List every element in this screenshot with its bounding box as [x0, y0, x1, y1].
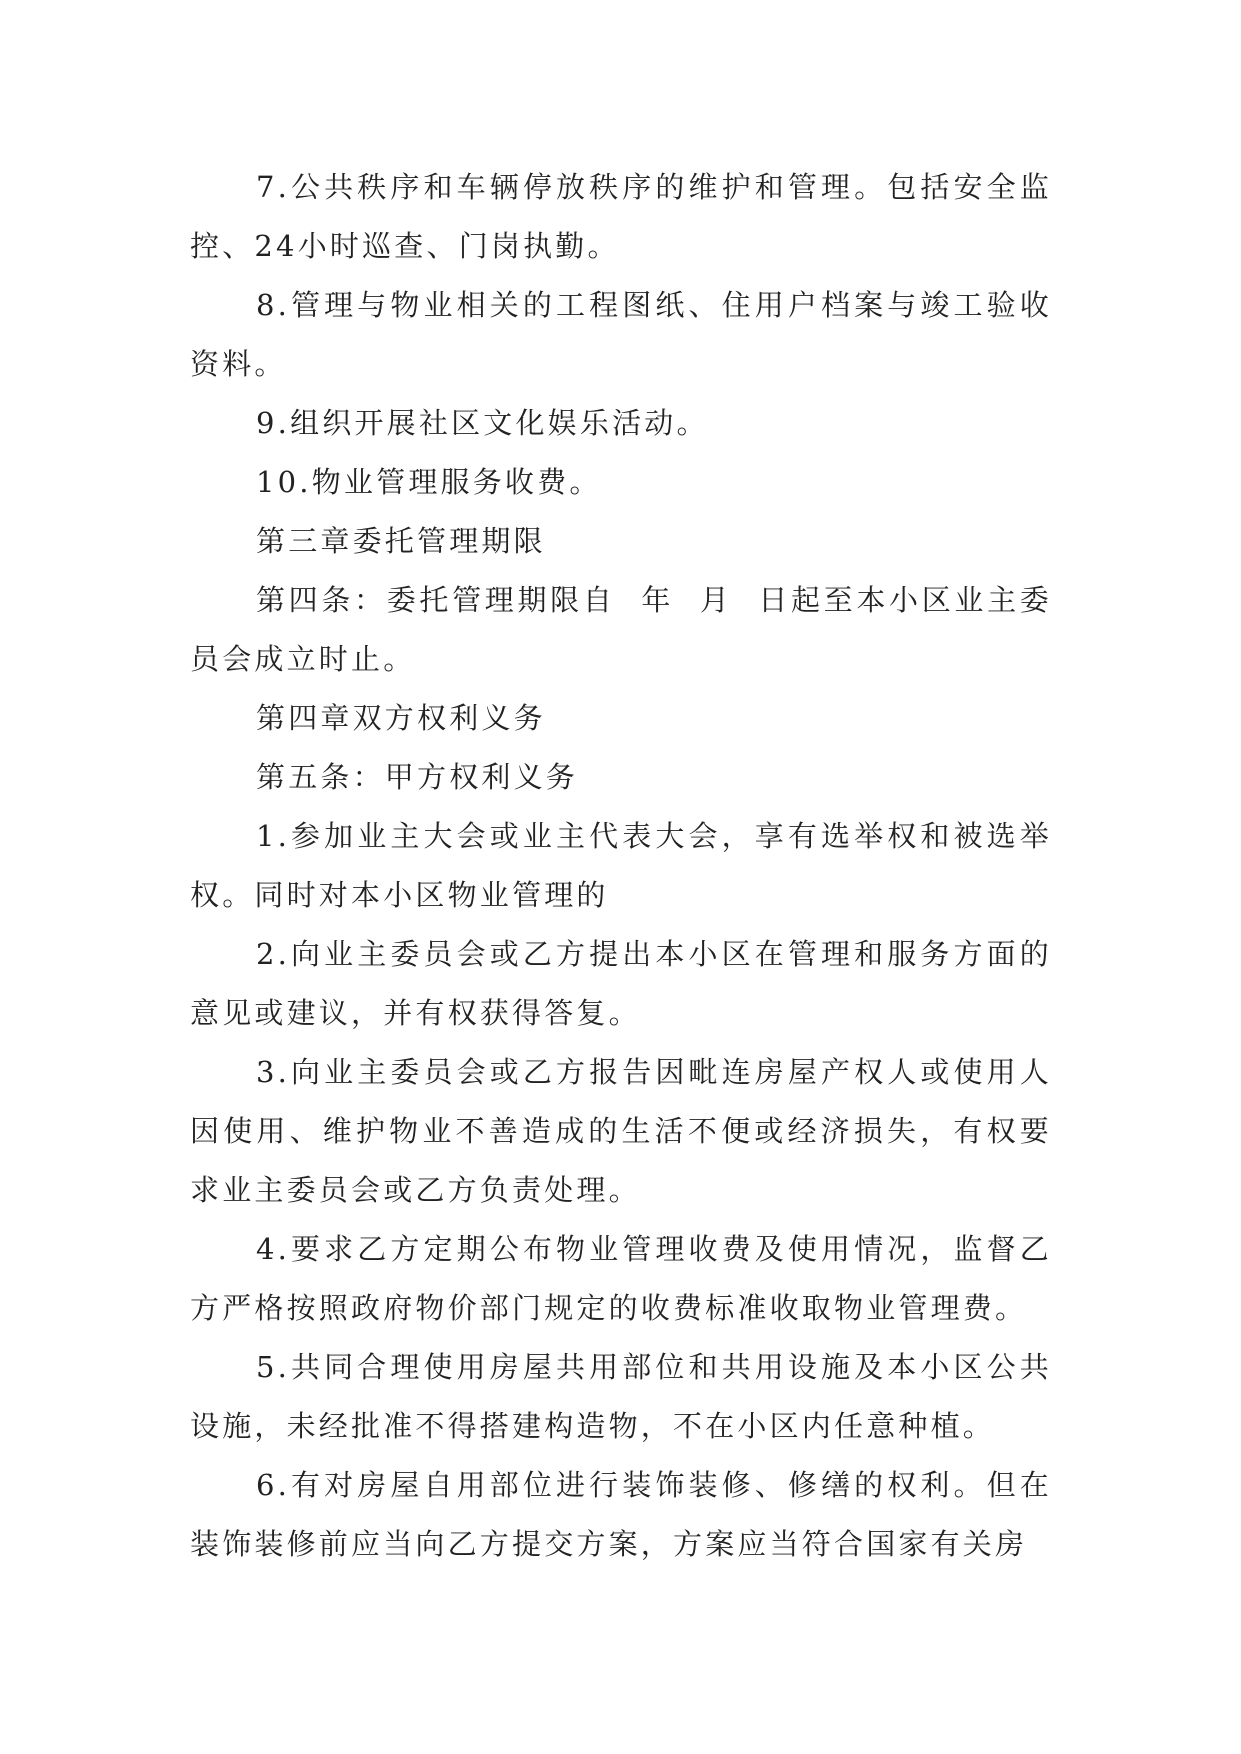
right-item-6: 6.有对房屋自用部位进行装饰装修、修缮的权利。但在装饰装修前应当向乙方提交方案，方案应当符合国家有关房: [190, 1468, 1052, 1561]
article-5-heading: 第五条：甲方权利义务: [256, 760, 579, 794]
chapter-heading-3: 第三章委托管理期限: [256, 524, 546, 558]
right-item-3: 3.向业主委员会或乙方报告因毗连房屋产权人或使用人因使用、维护物业不善造成的生活不便或经济损失，有权要求业主委员会或乙方负责处理。: [190, 1055, 1052, 1207]
paragraph-item-9: 9.组织开展社区文化娱乐活动。: [256, 406, 709, 440]
right-item-1: 1.参加业主大会或业主代表大会，享有选举权和被选举权。同时对本小区物业管理的: [190, 819, 1052, 912]
paragraph-item-8: 8.管理与物业相关的工程图纸、住用户档案与竣工验收资料。: [190, 288, 1052, 381]
chapter-heading-4: 第四章双方权利义务: [256, 701, 546, 735]
right-item-5: 5.共同合理使用房屋共用部位和共用设施及本小区公共设施，未经批准不得搭建构造物，不在小区内任意种植。: [190, 1350, 1052, 1443]
article-4: 第四条：委托管理期限自 年 月 日起至本小区业主委员会成立时止。: [190, 583, 1052, 676]
right-item-4: 4.要求乙方定期公布物业管理收费及使用情况，监督乙方严格按照政府物价部门规定的收费标准收取物业管理费。: [190, 1232, 1052, 1325]
paragraph-item-10: 10.物业管理服务收费。: [256, 465, 602, 499]
right-item-2: 2.向业主委员会或乙方提出本小区在管理和服务方面的意见或建议，并有权获得答复。: [190, 937, 1052, 1030]
paragraph-item-7: 7.公共秩序和车辆停放秩序的维护和管理。包括安全监控、24小时巡查、门岗执勤。: [190, 170, 1052, 263]
document-body: [190, 158, 1052, 1574]
